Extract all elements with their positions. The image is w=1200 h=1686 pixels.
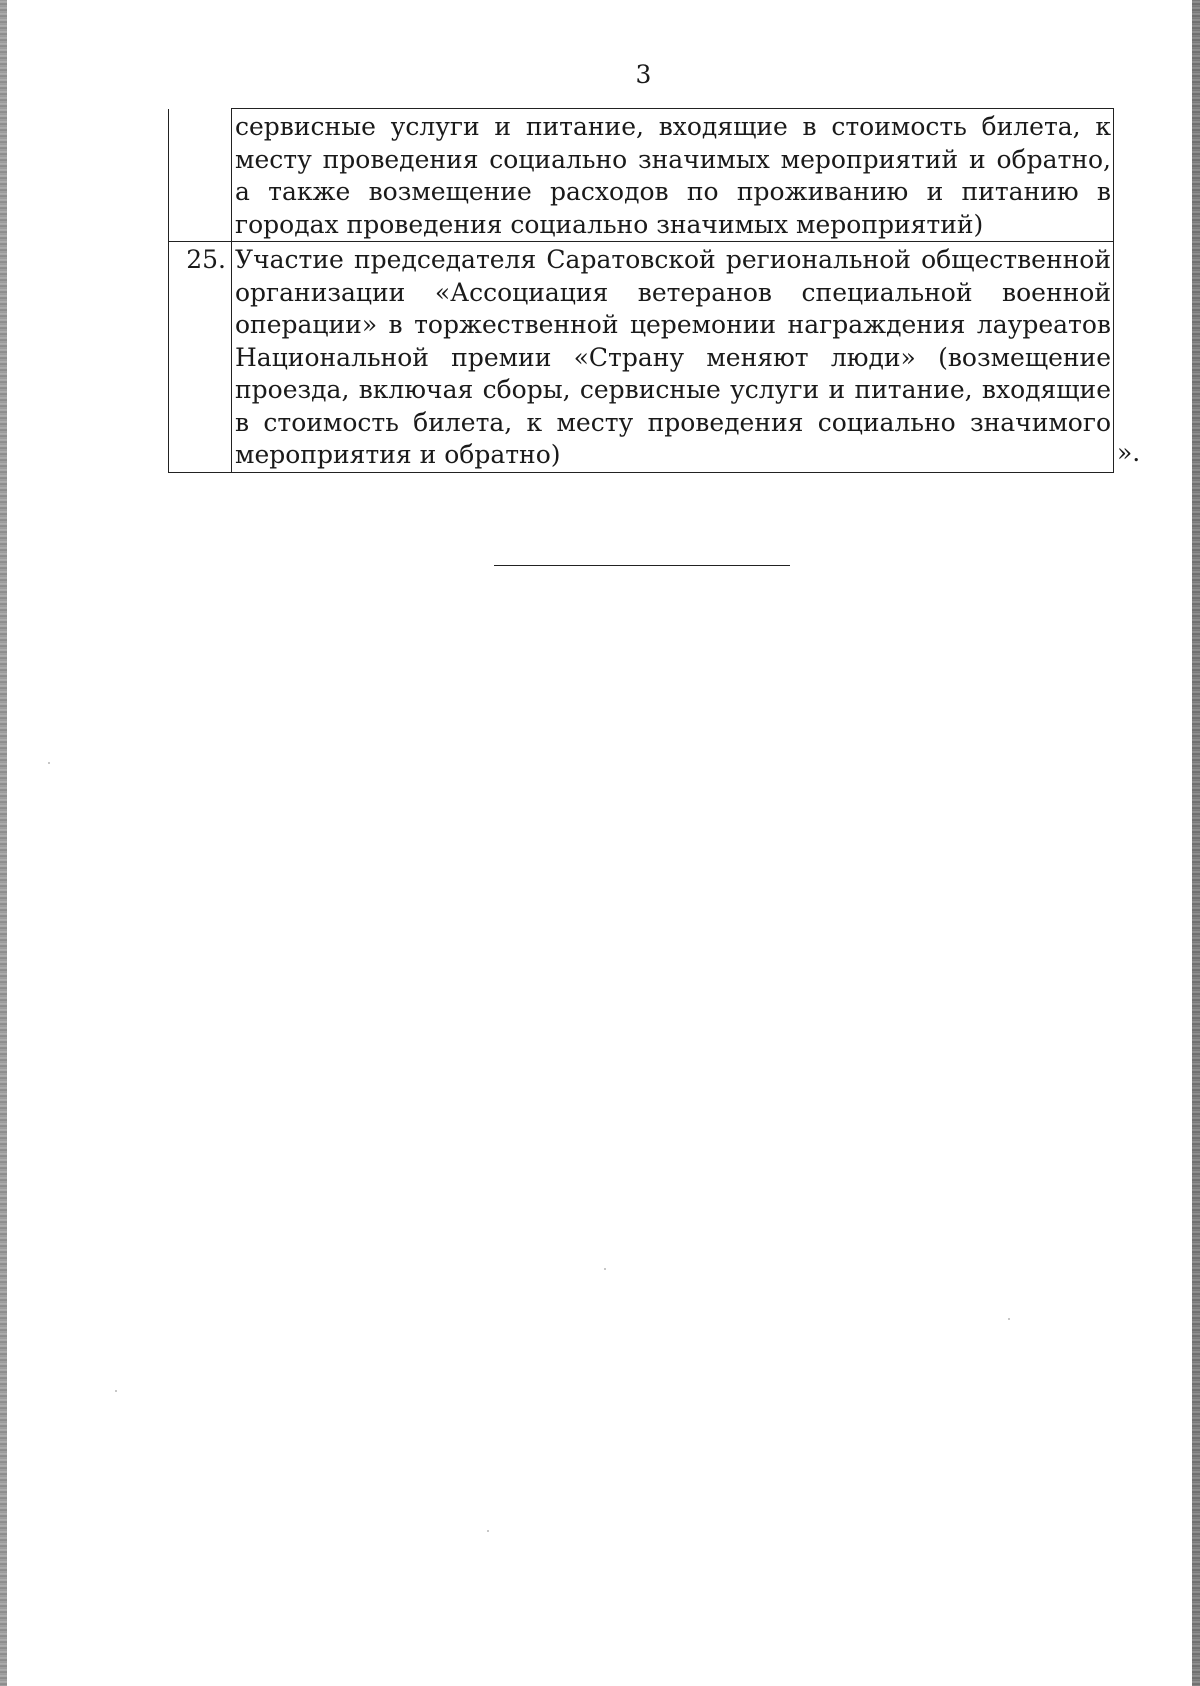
- scan-speck: [115, 1390, 117, 1392]
- scan-edge-left: [0, 0, 7, 1686]
- row-text: Участие председателя Саратовской региональной общественной организации «Ассоциация ветеранов специальной военной операции» в торжественной церемонии награждения лауреатов Национальной премии «Страну меняют люди» (возмещение проезда, включая сборы, сервисные услуги и питание, входящие в стоимость билета, к месту проведения социально значимого мероприятия и обратно): [232, 242, 1114, 473]
- scan-speck: [487, 1530, 489, 1532]
- table-row: [169, 109, 1114, 242]
- items-table: [168, 108, 1114, 473]
- row-text: сервисные услуги и питание, входящие в стоимость билета, к месту проведения социально значимых мероприятий и обратно, а также возмещение расходов по проживанию и питанию в городах проведения социально значимых мероприятий): [232, 109, 1114, 242]
- row-number: [169, 109, 232, 242]
- scan-speck: [604, 1268, 606, 1270]
- page-number: 3: [635, 60, 652, 89]
- scan-edge-right: [1192, 0, 1200, 1686]
- scan-speck: [1008, 1318, 1010, 1320]
- scan-speck: [48, 762, 50, 764]
- end-divider-line: [494, 565, 790, 566]
- table-row: [169, 242, 1114, 473]
- closing-quote-mark: ».: [1117, 438, 1141, 467]
- row-number: 25.: [169, 242, 232, 473]
